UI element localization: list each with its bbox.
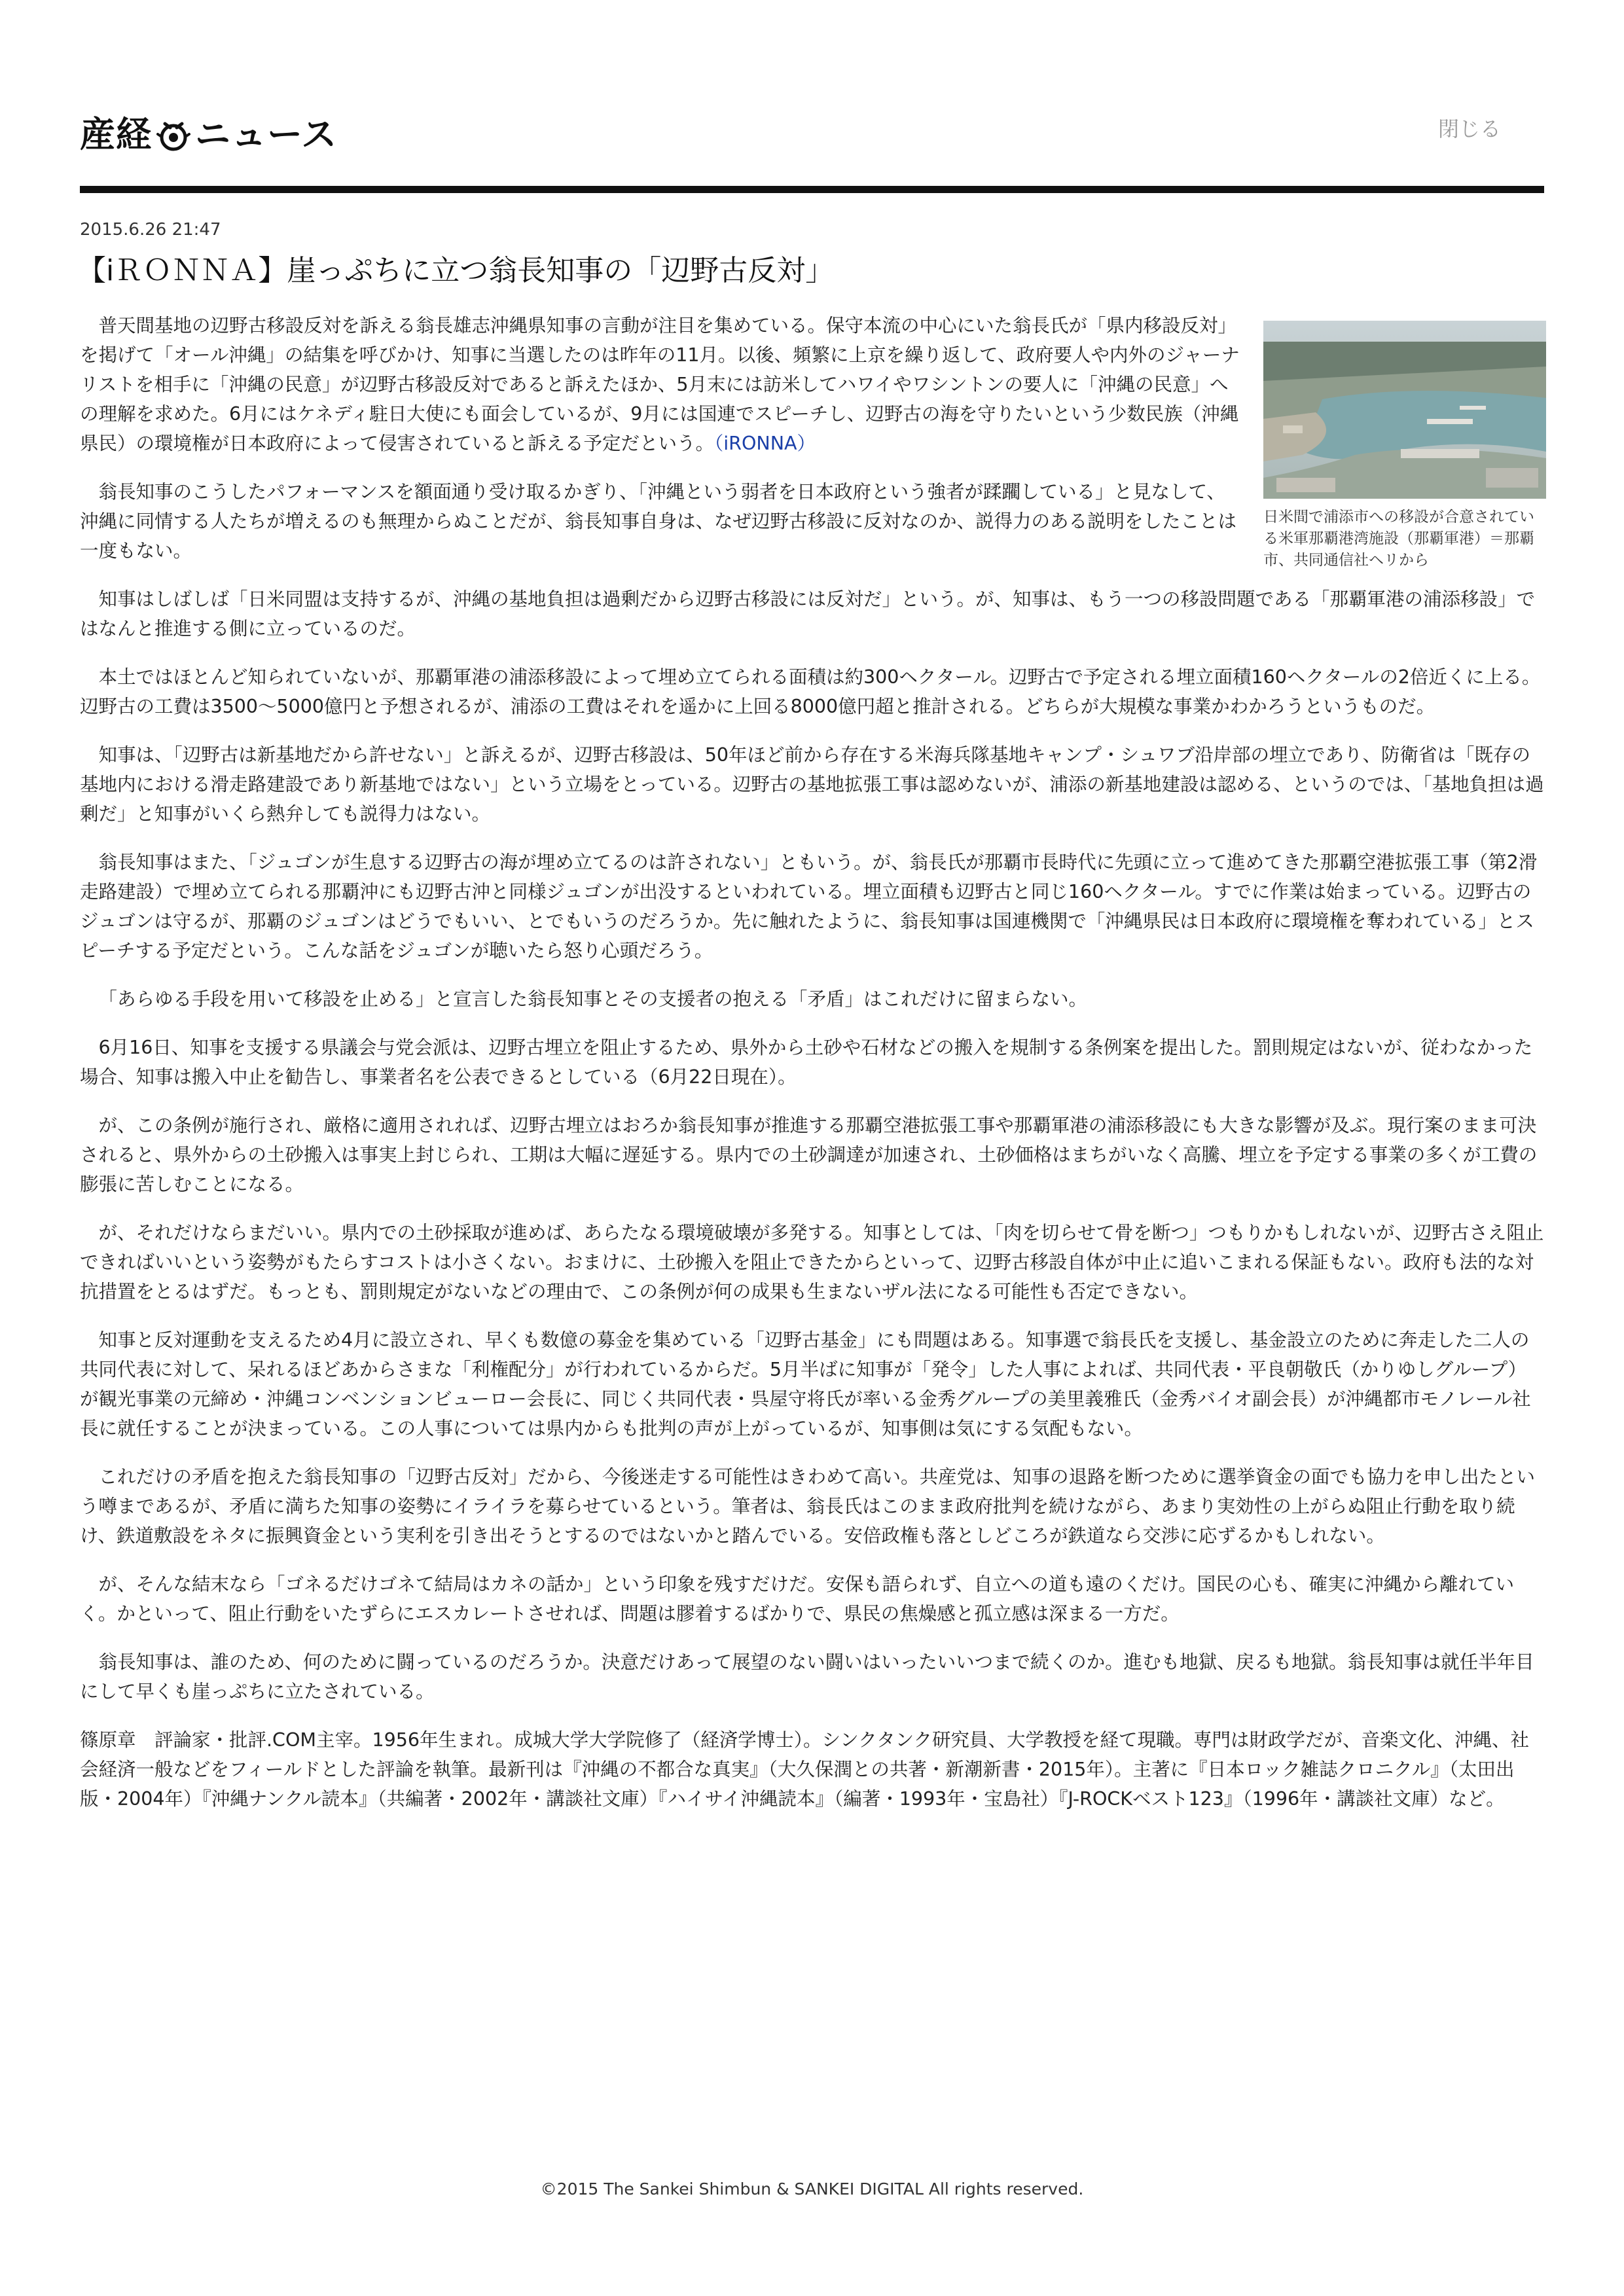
- sankei-bee-logo-icon: [156, 117, 191, 152]
- article-paragraph: 知事と反対運動を支えるため4月に設立され、早くも数億の募金を集めている「辺野古基金」にも問題はある。知事選で翁長氏を支援し、基金設立のために奔走した二人の共同代表に対して、呆れるほどあからさまな「利権配分」が行われているからだ。5月半ばに知事が「発令」した人事によれば、共同代表・平良朝敬氏（かりゆしグループ）が観光事業の元締め・沖縄コンベンションビューロー会長に、同じく共同代表・呉屋守将氏が率いる金秀グループの美里義雅氏（金秀バイオ副会長）が沖縄都市モノレール社長に就任することが決まっている。この人事については県内からも批判の声が上がっているが、知事側は気にする気配もない。: [80, 1329, 1531, 1439]
- article-paragraph: 翁長知事は、誰のため、何のために闘っているのだろうか。決意だけあって展望のない闘いはいったいいつまで続くのか。進むも地獄、戻るも地獄。翁長知事は就任半年目にして早くも崖っぷちに立たされている。: [80, 1651, 1534, 1702]
- article-body: [80, 311, 1544, 1833]
- copyright-notice: ©2015 The Sankei Shimbun & SANKEI DIGITAL All rights reserved.: [540, 2179, 1084, 2198]
- article-paragraph: 6月16日、知事を支援する県議会与党会派は、辺野古埋立を阻止するため、県外から土砂や石材などの搬入を規制する条例案を提出した。罰則規定はないが、従わなかった場合、知事は搬入中止を勧告し、事業者名を公表できるとしている（6月22日現在）。: [80, 1037, 1533, 1088]
- article-paragraph: 翁長知事はまた、「ジュゴンが生息する辺野古の海が埋め立てるのは許されない」ともいう。が、翁長氏が那覇市長時代に先頭に立って進めてきた那覇空港拡張工事（第2滑走路建設）で埋め立てられる那覇沖にも辺野古沖と同様ジュゴンが出没するといわれている。埋立面積も辺野古と同じ160ヘクタール。すでに作業は始まっている。辺野古のジュゴンは守るが、那覇のジュゴンはどうでもいい、とでもいうのだろうか。先に触れたように、翁長知事は国連機関で「沖縄県民は日本政府に環境権を奪われている」とスピーチする予定だという。こんな話をジュゴンが聴いたら怒り心頭だろう。: [80, 852, 1538, 961]
- article-paragraph: が、それだけならまだいい。県内での土砂採取が進めば、あらたなる環境破壊が多発する。知事としては、「肉を切らせて骨を断つ」つもりかもしれないが、辺野古さえ阻止できればいいという姿勢がもたらすコストは小さくない。おまけに、土砂搬入を阻止できたからといって、辺野古移設自体が中止に追いこまれる保証もない。政府も法的な対抗措置をとるはずだ。もっとも、罰則規定がないなどの理由で、この条例が何の成果も生まないザル法になる可能性も否定できない。: [80, 1222, 1544, 1302]
- paragraph-text: 普天間基地の辺野古移設反対を訴える翁長雄志沖縄県知事の言動が注目を集めている。保守本流の中心にいた翁長氏が「県内移設反対」を掲げて「オール沖縄」の結集を呼びかけ、知事に当選したのは昨年の11月。以後、頻繁に上京を繰り返して、政府要人や内外のジャーナリストを相手に「沖縄の民意」が辺野古移設反対であると訴えたほか、5月末には訪米してハワイやワシントンの要人に「沖縄の民意」への理解を求めた。6月にはケネディ駐日大使にも面会しているが、9月には国連でスピーチし、辺野古の海を守りたいという少数民族（沖縄県民）の環境権が日本政府によって侵害されていると訴える予定だという。: [80, 315, 1240, 454]
- logo-text-right: ニュース: [195, 114, 338, 155]
- article-paragraph: 翁長知事のこうしたパフォーマンスを額面通り受け取るかぎり、「沖縄という弱者を日本政府という強者が蹂躙している」と見なして、沖縄に同情する人たちが増えるのも無理からぬことだが、翁長知事自身は、なぜ辺野古移設に反対なのか、説得力のある説明をしたことは一度もない。: [80, 481, 1237, 562]
- header-rule: [80, 186, 1544, 193]
- article-paragraph: 知事はしばしば「日米同盟は支持するが、沖縄の基地負担は過剰だから辺野古移設には反対だ」という。が、知事は、もう一つの移設問題である「那覇軍港の浦添移設」ではなんと推進する側に立っているのだ。: [80, 588, 1536, 639]
- photo-caption: 日米間で浦添市への移設が合意されている米軍那覇港湾施設（那覇軍港）＝那覇市、共同通信社ヘリから: [1263, 509, 1534, 569]
- author-bio: 篠原章 評論家・批評.COM主宰。1956年生まれ。成城大学大学院修了（経済学博士）。シンクタンク研究員、大学教授を経て現職。専門は財政学だが、音楽文化、沖縄、社会経済一般などをフィールドとした評論を執筆。最新刊は『沖縄の不都合な真実』（大久保潤との共著・新潮新書・2015年）。主著に『日本ロック雑誌クロニクル』（太田出版・2004年）『沖縄ナンクル読本』（共編著・2002年・講談社文庫）『ハイサイ沖縄読本』（編著・1993年・宝島社）『J-ROCKベスト123』（1996年・講談社文庫）など。: [80, 1729, 1530, 1810]
- article-title: 【iＲＯＮＮＡ】崖っぷちに立つ翁長知事の「辺野古反対」: [77, 254, 835, 287]
- close-link[interactable]: 閉じる: [1437, 117, 1501, 141]
- article-paragraph: 本土ではほとんど知られていないが、那覇軍港の浦添移設によって埋め立てられる面積は約300ヘクタール。辺野古で予定される埋立面積160ヘクタールの2倍近くに上る。辺野古の工費は3500～5000億円と予想されるが、浦添の工費はそれを遥かに上回る8000億円超と推計される。どちらが大規模な事業かわかろうというものだ。: [80, 666, 1541, 717]
- article-paragraph: が、この条例が施行され、厳格に適用されれば、辺野古埋立はおろか翁長知事が推進する那覇空港拡張工事や那覇軍港の浦添移設にも大きな影響が及ぶ。現行案のまま可決されると、県外からの土砂搬入は事実上封じられ、工期は大幅に遅延する。県内での土砂調達が加速され、土砂価格はまちがいなく高騰、埋立を予定する事業の多くが工費の膨張に苦しむことになる。: [80, 1115, 1538, 1195]
- logo-text-left: 産経: [80, 114, 152, 155]
- article-paragraph: が、そんな結末なら「ゴネるだけゴネて結局はカネの話か」という印象を残すだけだ。安保も語られず、自立への道も遠のくだけ。国民の心も、確実に沖縄から離れていく。かといって、阻止行動をいたずらにエスカレートさせれば、問題は膠着するばかりで、県民の焦燥感と孤立感は深まる一方だ。: [80, 1573, 1515, 1624]
- article-paragraph: [80, 311, 1243, 458]
- sankei-news-logo[interactable]: [80, 110, 337, 160]
- article-paragraph: 知事は、「辺野古は新基地だから許せない」と訴えるが、辺野古移設は、50年ほど前から存在する米海兵隊基地キャンプ・シュワブ沿岸部の埋立であり、防衛省は「既存の基地内における滑走路建設であり新基地ではない」という立場をとっている。辺野古の基地拡張工事は認めないが、浦添の新基地建設は認める、というのでは、「基地負担は過剰だ」と知事がいくら熱弁しても説得力はない。: [80, 744, 1544, 825]
- article-paragraph: これだけの矛盾を抱えた翁長知事の「辺野古反対」だから、今後迷走する可能性はきわめて高い。共産党は、知事の退路を断つために選挙資金の面でも協力を申し出たという噂まであるが、矛盾に満ちた知事の姿勢にイライラを募らせているという。筆者は、翁長氏はこのまま政府批判を続けながら、あまり実効性の上がらぬ阻止行動を取り続け、鉄道敷設をネタに振興資金という実利を引き出そうとするのではないかと踏んでいる。安倍政権も落としどころが鉄道なら交渉に応ずるかもしれない。: [80, 1466, 1536, 1547]
- ironna-link[interactable]: （iRONNA）: [714, 433, 816, 454]
- article-paragraph: 「あらゆる手段を用いて移設を止める」と宣言した翁長知事とその支援者の抱える「矛盾」はこれだけに留まらない。: [98, 988, 1088, 1010]
- article-date: 2015.6.26 21:47: [80, 220, 221, 240]
